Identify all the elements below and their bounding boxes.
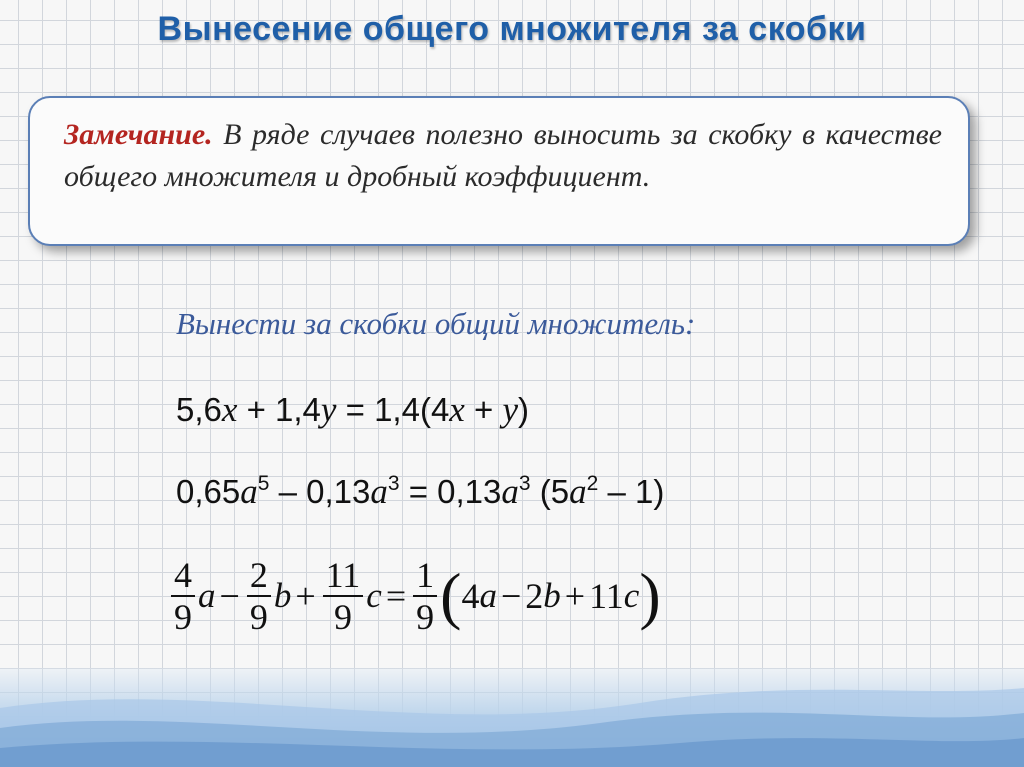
- variable: b: [543, 576, 561, 615]
- operator: +: [237, 391, 276, 428]
- paren: ): [639, 560, 661, 631]
- coef: 5: [550, 473, 570, 510]
- variable: y: [320, 390, 337, 429]
- equals-sign: =: [336, 391, 375, 428]
- slide-title: Вынесение общего множителя за скобки: [157, 10, 867, 48]
- operator: −: [500, 576, 522, 616]
- coef: 4: [430, 391, 450, 428]
- equation-3: [168, 546, 661, 646]
- coef: 5,6: [176, 391, 222, 428]
- variable: c: [623, 576, 640, 615]
- paren: (: [530, 473, 551, 510]
- variable: a: [569, 472, 587, 511]
- paren: (: [440, 560, 462, 631]
- variable: c: [366, 576, 382, 615]
- numerator: 1: [416, 555, 435, 595]
- numerator: 4: [174, 555, 192, 595]
- note-box: [28, 96, 970, 246]
- operator: –: [269, 473, 307, 510]
- denominator: 9: [333, 597, 352, 637]
- coef: 0,13: [306, 473, 371, 510]
- variable: a: [479, 576, 497, 615]
- coef: 4: [461, 576, 480, 616]
- decorative-wave-footer: [0, 668, 1024, 767]
- note-label: Замечание.: [64, 118, 213, 151]
- denominator: 9: [416, 597, 435, 637]
- variable: x: [221, 390, 238, 429]
- variable: b: [273, 576, 292, 615]
- fraction: [171, 555, 195, 637]
- operator: +: [564, 576, 586, 616]
- operator: +: [295, 576, 316, 616]
- coef: 2: [525, 576, 544, 616]
- paren: (: [419, 391, 431, 428]
- exponent: 3: [387, 472, 400, 495]
- variable: a: [198, 576, 216, 615]
- coef: 0,13: [437, 473, 502, 510]
- variable: a: [501, 472, 519, 511]
- operator: +: [464, 391, 503, 428]
- denominator: 9: [174, 597, 192, 637]
- coef: 1,4: [374, 391, 420, 428]
- equation-1: [176, 390, 529, 430]
- fraction: [247, 555, 271, 637]
- numerator: 11: [325, 555, 361, 595]
- variable: y: [502, 390, 518, 429]
- note-body: В ряде случаев полезно выносить за скобку в качестве общего множителя и дробный коэффициент.: [64, 118, 942, 193]
- wave-graphic: [0, 668, 1024, 767]
- equation-2: [176, 472, 664, 512]
- exponent: 3: [518, 472, 531, 495]
- equals-sign: =: [399, 473, 438, 510]
- operator: −: [219, 576, 240, 616]
- variable: a: [370, 472, 388, 511]
- coef: 0,65: [176, 473, 241, 510]
- coef: 1: [635, 473, 654, 510]
- variable: a: [240, 472, 258, 511]
- paren: ): [518, 391, 529, 428]
- paren: ): [653, 473, 665, 510]
- coef: 11: [589, 576, 624, 616]
- fraction: [323, 555, 364, 637]
- coef: 1,4: [275, 391, 321, 428]
- exponent: 2: [586, 472, 599, 495]
- note-text: [64, 114, 942, 198]
- numerator: 2: [249, 555, 268, 595]
- task-instruction: Вынести за скобки общий множитель:: [176, 306, 696, 341]
- exponent: 5: [257, 472, 270, 495]
- operator: –: [598, 473, 635, 510]
- equals-sign: =: [385, 576, 407, 616]
- variable: x: [449, 390, 465, 429]
- fraction: [413, 555, 437, 637]
- denominator: 9: [249, 597, 268, 637]
